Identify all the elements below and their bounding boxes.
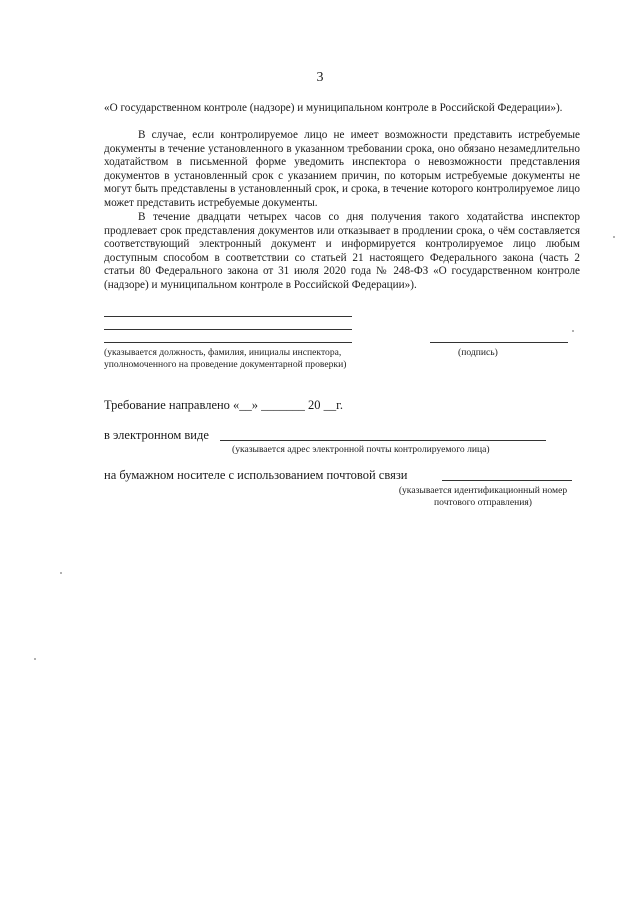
paper-label: на бумажном носителе с использованием почтовой связи <box>104 468 408 482</box>
paper-caption: (указывается идентификационный номер почтового отправления) <box>398 485 568 508</box>
signature-caption: (подпись) <box>458 347 498 358</box>
electronic-line <box>220 440 546 441</box>
inspector-line-2 <box>104 329 352 330</box>
paper-line <box>442 480 572 481</box>
paragraph-law-reference: «О государственном контроле (надзоре) и муниципальном контроле в Российской Федерации»). <box>104 102 563 114</box>
sent-date-label: Требование направлено «__» _______ 20 __г. <box>104 398 344 412</box>
inspector-line-1 <box>104 316 352 317</box>
paragraph-impossibility-notice: В случае, если контролируемое лицо не имеет возможности представить истребуемые документы в течение установленного в указанном требовании срока, оно обязано незамедлительно ходатайством в письменной форме уведомить инспектора о невозможности представления документов в установленный срок с указанием причин, по которым истребуемые документы не могут быть представлены в установленный срок, и срока, в течение которого контролируемое лицо может представить истребуемые документы. <box>104 129 580 209</box>
scan-speck <box>34 658 36 660</box>
scan-speck <box>613 236 615 238</box>
page-number: 3 <box>316 70 324 85</box>
scan-speck <box>60 572 62 574</box>
inspector-caption: (указывается должность, фамилия, инициалы инспектора, уполномоченного на проведение документарной проверки) <box>104 347 347 370</box>
signature-line <box>430 342 568 343</box>
electronic-label: в электронном виде <box>104 428 209 442</box>
paragraph-extension-decision: В течение двадцати четырех часов со дня получения такого ходатайства инспектор продлевает срок представления документов или отказывает в продлении срока, о чём составляется соответствующий электронный документ и информируется контролируемое лицо любым доступным способом в соответствии со статьей 21 настоящего Федерального закона (часть 2 статьи 80 Федерального закона от 31 июля 2020 года № 248-ФЗ «О государственном контроле (надзоре) и муниципальном контроле в Российской Федерации»). <box>104 211 580 291</box>
scan-speck <box>572 330 574 332</box>
electronic-caption: (указывается адрес электронной почты контролируемого лица) <box>232 444 490 455</box>
inspector-line-3 <box>104 342 352 343</box>
